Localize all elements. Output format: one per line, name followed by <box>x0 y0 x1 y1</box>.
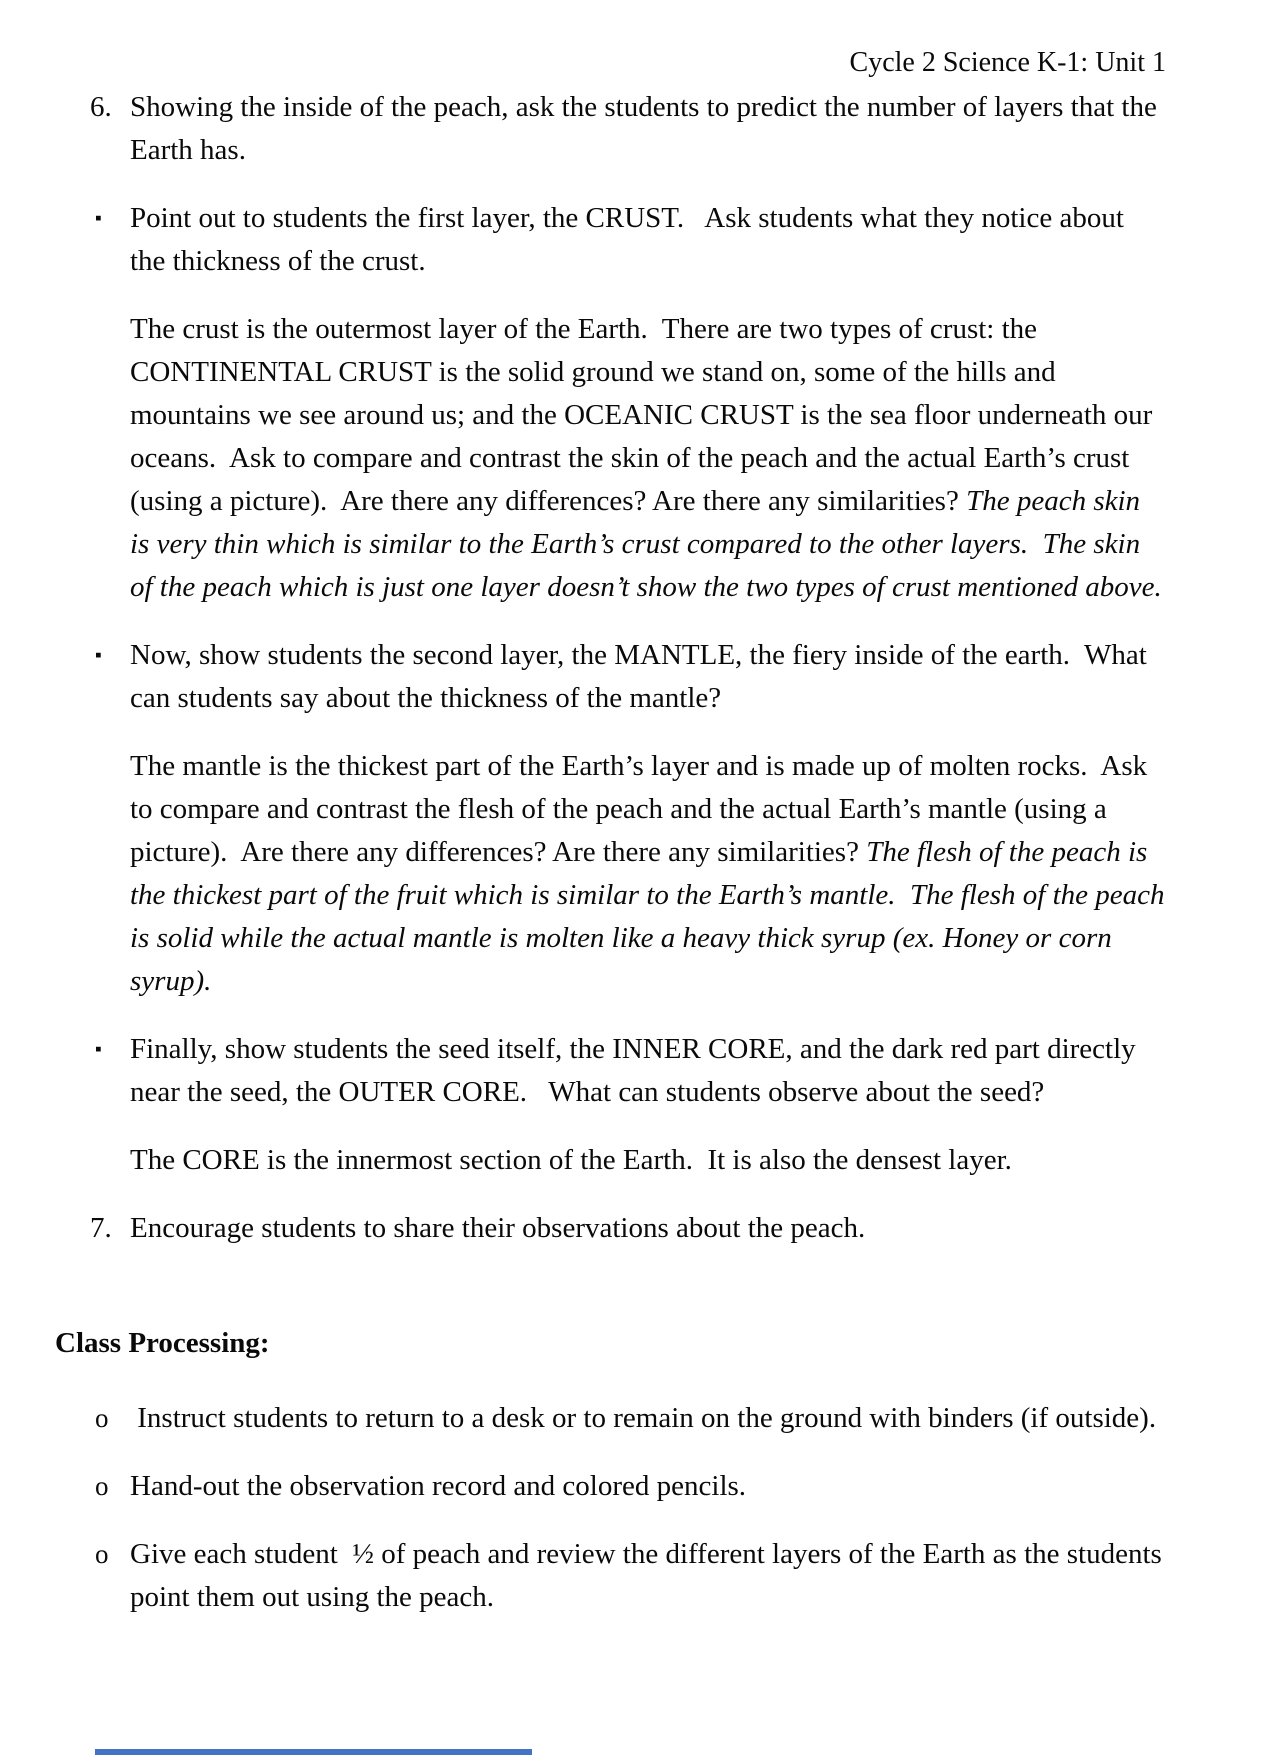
block-text: Point out to students the first layer, the CRUST. Ask students what they notice about the thickness of the crust. <box>130 202 1132 277</box>
block-text: Showing the inside of the peach, ask the students to predict the number of layers that the Earth has. <box>130 91 1165 166</box>
bullet-icon: o <box>95 1539 109 1569</box>
block-text: The CORE is the innermost section of the Earth. It is also the densest layer. <box>130 1144 1012 1176</box>
block-text: Class Processing: <box>55 1327 270 1359</box>
circle-bullet-item <box>90 1465 1166 1508</box>
bullet-icon: o <box>95 1471 109 1501</box>
numbered-item <box>90 86 1166 172</box>
document-body <box>55 86 1172 1619</box>
block-text: Give each student ½ of peach and review the different layers of the Earth as the students point them out using the peach. <box>130 1538 1170 1613</box>
block-text: The crust is the outermost layer of the Earth. There are two types of crust: the CONTINENTAL CRUST is the solid ground we stand on, some of the hills and mountains we see around us; and the OCEANIC CRUST is the sea floor underneath our oceans. Ask to compare and contrast the skin of the peach and the actual Earth’s crust (using a picture). Are there any differences? Are there any similarities? The peach skin is very thin which is similar to the Earth’s crust compared to the other layers. The skin of the peach which is just one layer doesn’t show the two types of crust mentioned above. <box>130 313 1162 603</box>
block-text: The mantle is the thickest part of the Earth’s layer and is made up of molten rocks. Ask to compare and contrast the flesh of the peach and the actual Earth’s mantle (using a picture). Are there any differences? Are there any similarities? The flesh of the peach is the thickest part of the fruit which is similar to the Earth’s mantle. The flesh of the peach is solid while the actual mantle is molten like a heavy thick syrup (ex. Honey or corn syrup). <box>130 750 1172 997</box>
bullet-icon: o <box>95 1403 109 1433</box>
block-text: Hand-out the observation record and colored pencils. <box>130 1470 747 1502</box>
circle-bullet-item <box>90 1533 1170 1619</box>
paragraph <box>130 308 1166 609</box>
list-number: 6. <box>90 91 112 123</box>
bullet-item <box>90 634 1166 720</box>
section-heading <box>55 1322 1166 1365</box>
block-text: Encourage students to share their observations about the peach. <box>130 1212 866 1244</box>
bullet-item <box>90 1028 1166 1114</box>
bullet-icon: ▪ <box>95 1039 102 1060</box>
bullet-item <box>90 197 1166 283</box>
list-number: 7. <box>90 1212 112 1244</box>
numbered-item <box>90 1207 1166 1250</box>
block-text: Now, show students the second layer, the MANTLE, the fiery inside of the earth. What can students say about the thickness of the mantle? <box>130 639 1155 714</box>
paragraph <box>130 745 1172 1003</box>
bottom-accent-bar <box>95 1749 532 1755</box>
block-text: Finally, show students the seed itself, the INNER CORE, and the dark red part directly near the seed, the OUTER CORE. What can students observe about the seed? <box>130 1033 1143 1108</box>
bullet-icon: ▪ <box>95 208 102 229</box>
page-header: Cycle 2 Science K-1: Unit 1 <box>849 47 1166 78</box>
paragraph <box>130 1139 1166 1182</box>
bullet-icon: ▪ <box>95 645 102 666</box>
circle-bullet-item <box>90 1397 1166 1440</box>
block-text: Instruct students to return to a desk or to remain on the ground with binders (if outside). <box>130 1402 1157 1434</box>
